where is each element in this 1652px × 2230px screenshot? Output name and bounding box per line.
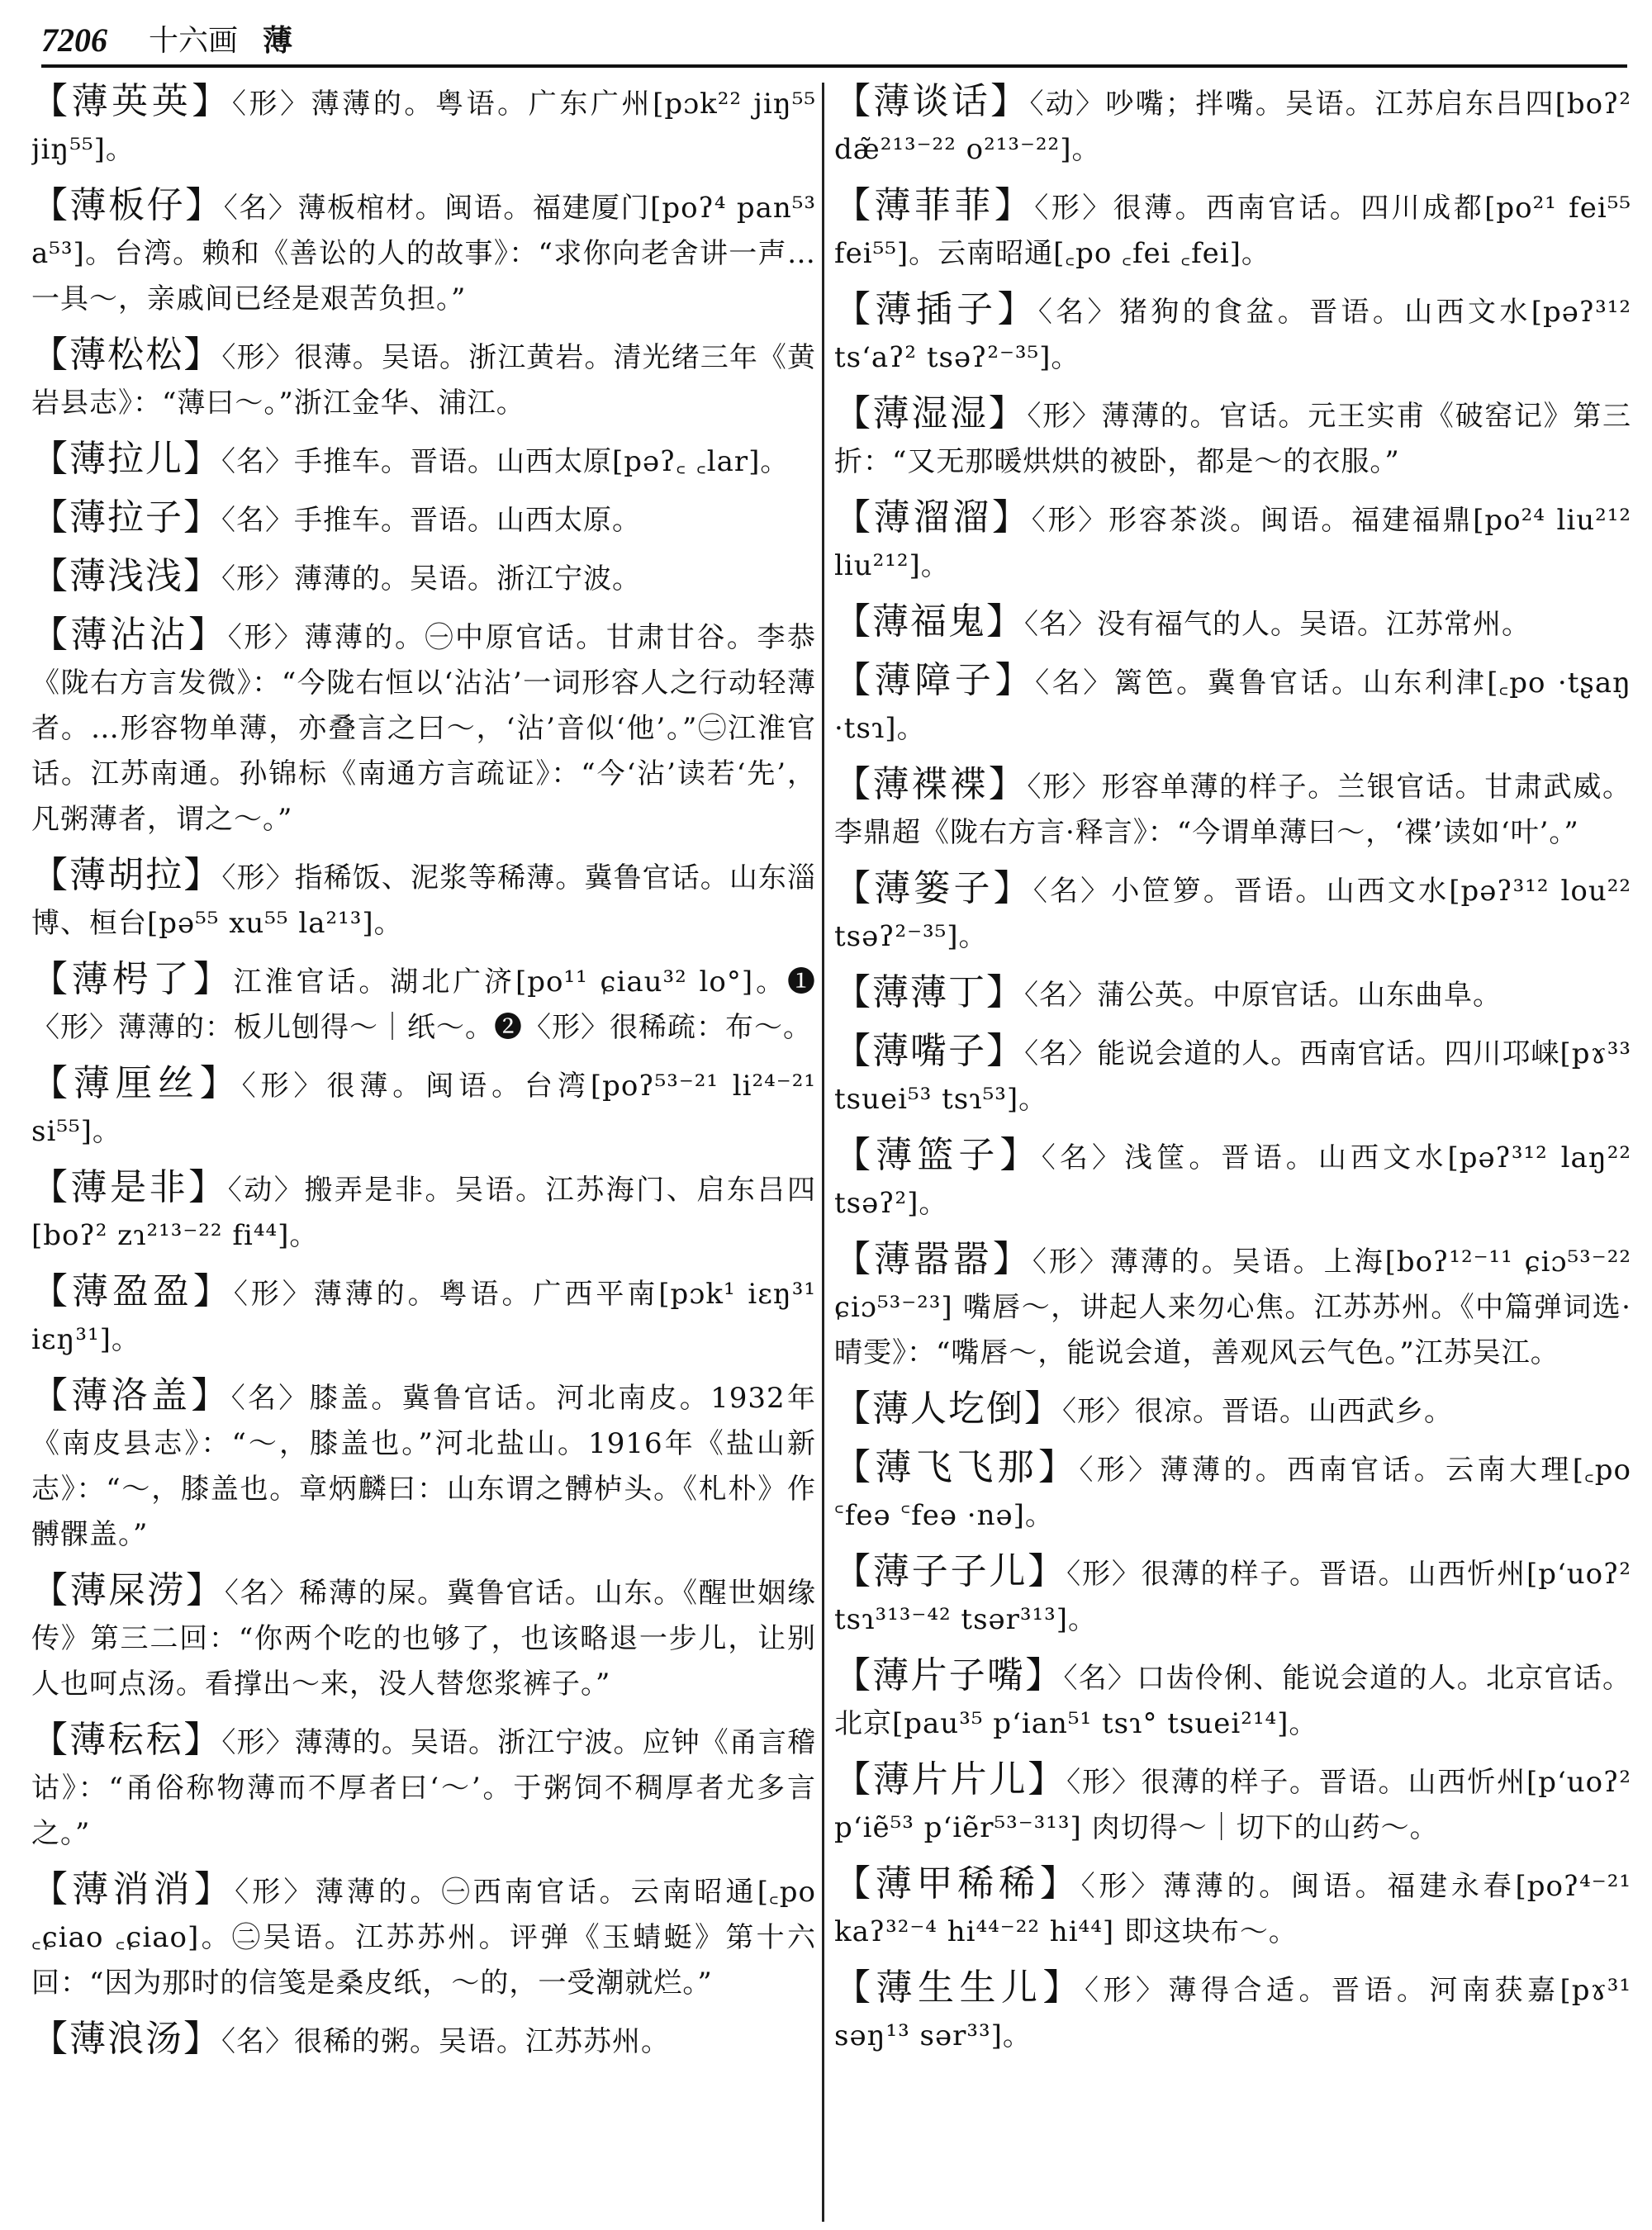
entry-headword: 【薄菲菲】 [834,184,1035,226]
entry-headword: 【薄片片儿】 [834,1758,1067,1801]
entry-headword: 【薄盈盈】 [31,1270,234,1312]
entry-headword: 【薄枵了】 [31,958,234,1000]
dictionary-entry [31,2016,816,2065]
dictionary-entry [31,495,816,543]
entry-definition: 〈名〉能说会道的人。西南官话。四川邛崃[pɤ³³ tsuei⁵³ tsɿ⁵³]。 [834,1037,1631,1116]
dictionary-entry [834,1236,1631,1376]
dictionary-entry [834,495,1631,589]
entry-definition: 〈形〉薄薄的。㊀中原官话。甘肃甘谷。李恭《陇右方言发微》：“今陇右恒以‘沾沾’一词形容人之行动轻薄者。…形容物单薄，亦叠言之曰～，‘沾’音似‘他’。”㊁江淮官话。江苏南通。孙锦标《南通方言疏证》：“今‘沾’读若‘先’，凡粥薄者，谓之～。” [31,621,816,836]
entry-headword: 【薄障子】 [834,659,1036,701]
entry-headword: 【薄嘴子】 [834,1030,1025,1072]
entry-headword: 【薄屎涝】 [31,1569,225,1611]
dictionary-entry [31,1867,816,2006]
entry-definition: 〈形〉薄薄的。西南官话。云南大理[꜀po ꜂feə ꜂feə ·nə]。 [834,1454,1631,1532]
left-column [31,78,816,2218]
entry-definition: 〈形〉薄薄的。㊀西南官话。云南昭通[꜀po ꜀ɕiao ꜀ɕiao]。㊁吴语。江苏苏州。评弹《玉蜻蜓》第十六回：“因为那时的信笺是桑皮纸，～的，一受潮就烂。” [31,1876,816,2000]
entry-definition: 〈名〉手推车。晋语。山西太原。 [221,504,641,537]
entry-definition: 〈形〉很薄的样子。晋语。山西忻州[pʻuoʔ² tsɿ³¹³⁻⁴² tsər³¹³]。 [834,1558,1631,1636]
entry-headword: 【薄篓子】 [834,867,1033,909]
entry-definition: 〈名〉膝盖。冀鲁官话。河北南皮。1932年《南皮县志》：“～，膝盖也。”河北盐山。1916年《盐山新志》：“～，膝盖也。章炳麟曰：山东谓之髆栌头。《札朴》作髆髁盖。” [31,1382,816,1551]
dictionary-entry [31,1373,816,1558]
dictionary-entry [834,183,1631,277]
dictionary-entry [31,183,816,322]
dictionary-entry [834,1653,1631,1747]
entry-headword: 【薄子子儿】 [834,1550,1067,1592]
entry-definition: 〈名〉猪狗的食盆。晋语。山西文水[pəʔ³¹² tsʻaʔ² tsəʔ²⁻³⁵]。 [834,296,1631,374]
dictionary-entry [31,956,816,1051]
entry-definition: 〈形〉很薄。闽语。台湾[poʔ⁵³⁻²¹ li²⁴⁻²¹ si⁵⁵]。 [31,1070,816,1148]
dictionary-entry [834,1549,1631,1643]
dictionary-entry [834,78,1631,173]
entry-headword: 【薄厘丝】 [31,1062,242,1104]
entry-headword: 【薄是非】 [31,1166,228,1208]
entry-headword: 【薄沾沾】 [31,614,228,656]
entry-headword: 【薄浅浅】 [31,555,221,597]
entry-headword: 【薄福鬼】 [834,600,1024,643]
entry-headword: 【薄嚣嚣】 [834,1238,1032,1280]
dictionary-entry [31,78,816,173]
entry-definition: 〈名〉口齿伶俐、能说会道的人。北京官话。北京[pau³⁵ pʻian⁵¹ tsɿ° tsuei²¹⁴]。 [834,1662,1631,1740]
entry-definition: 江淮官话。湖北广济[po¹¹ ɕiau³² lo°]。❶〈形〉薄薄的：板儿刨得～｜纸～。❷〈形〉很稀疏：布～。 [31,966,816,1044]
page-header [41,18,1627,68]
entry-definition: 〈形〉薄薄的。粤语。广东广州[pɔk²² jiŋ⁵⁵ jiŋ⁵⁵]。 [31,88,816,166]
dictionary-entry [834,1757,1631,1851]
entry-headword: 【薄人圪倒】 [834,1388,1062,1430]
entry-definition: 〈形〉薄得合适。晋语。河南获嘉[pɤ³¹ səŋ¹³ sər³³]。 [834,1974,1631,2052]
entry-headword: 【薄薄丁】 [834,971,1024,1013]
entry-headword: 【薄英英】 [31,80,232,122]
dictionary-entry [31,1060,816,1155]
entry-definition: 〈形〉薄薄的。粤语。广西平南[pɔk¹ iɛŋ³¹ iɛŋ³¹]。 [31,1278,816,1356]
page-number: 7206 [41,21,107,59]
entry-definition: 〈名〉浅筐。晋语。山西文水[pəʔ³¹² laŋ²² tsəʔ²]。 [834,1141,1631,1220]
entry-headword: 【薄谈话】 [834,80,1030,122]
dictionary-entry [31,612,816,842]
entry-definition: 〈名〉薄板棺材。闽语。福建厦门[poʔ⁴ pan⁵³ a⁵³]。台湾。赖和《善讼的人的故事》：“求你向老舍讲一声…一具～，亲戚间已经是艰苦负担。” [31,192,816,316]
dictionary-entry [31,332,816,426]
entry-headword: 【薄拉子】 [31,496,221,539]
entry-definition: 〈形〉很凉。晋语。山西武乡。 [1062,1395,1453,1428]
entry-definition: 〈形〉薄薄的。吴语。浙江宁波。应钟《甬言稽诂》：“甬俗称物薄而不厚者曰‘～’。于粥饲不稠厚者尤多言之。” [31,1726,816,1850]
dictionary-entry [834,1445,1631,1539]
entry-headword: 【薄松松】 [31,334,222,376]
entry-definition: 〈形〉薄薄的。闽语。福建永春[poʔ⁴⁻²¹ kaʔ³²⁻⁴ hi⁴⁴⁻²² hi⁴⁴] 即这块布～。 [834,1870,1631,1948]
dictionary-entry [834,657,1631,752]
entry-headword: 【薄褋褋】 [834,763,1028,805]
entry-definition: 〈动〉吵嘴；拌嘴。吴语。江苏启东吕四[boʔ² dæ̃²¹³⁻²² o²¹³⁻²²]。 [834,88,1631,166]
dictionary-entry [834,1861,1631,1955]
dictionary-entry [834,599,1631,648]
dictionary-entry [31,553,816,602]
entry-headword: 【薄溜溜】 [834,496,1032,539]
entry-definition: 〈形〉薄薄的。官话。元王实甫《破窑记》第三折：“又无那暖烘烘的被卧，都是～的衣服。” [834,400,1631,478]
entry-headword: 【薄秐秐】 [31,1719,222,1761]
entry-definition: 〈名〉没有福气的人。吴语。江苏常州。 [1024,608,1531,641]
entry-headword: 【薄片子嘴】 [834,1654,1064,1696]
entry-definition: 〈形〉指稀饭、泥浆等稀薄。冀鲁官话。山东淄博、桓台[pə⁵⁵ xu⁵⁵ la²¹³]。 [31,861,816,940]
header-character: 薄 [263,23,293,58]
entry-definition: 〈名〉篱笆。冀鲁官话。山东利津[꜀po ·tʂaŋ ·tsɿ]。 [834,667,1631,745]
entry-headword: 【薄消消】 [31,1868,235,1910]
dictionary-entry [31,1568,816,1707]
entry-definition: 〈形〉很薄。吴语。浙江黄岩。清光绪三年《黄岩县志》：“薄曰～。”浙江金华、浦江。 [31,341,816,420]
entry-headword: 【薄飞飞那】 [834,1446,1080,1488]
entry-definition: 〈形〉很薄。西南官话。四川成都[po²¹ fei⁵⁵ fei⁵⁵]。云南昭通[꜀po ꜀fei ꜀fei]。 [834,192,1631,270]
entry-headword: 【薄胡拉】 [31,854,222,896]
entry-headword: 【薄生生儿】 [834,1967,1085,2009]
entry-headword: 【薄湿湿】 [834,392,1028,434]
dictionary-entry [834,866,1631,960]
dictionary-entry [31,1165,816,1259]
entry-definition: 〈名〉很稀的粥。吴语。江苏苏州。 [221,2025,670,2058]
entry-definition: 〈形〉薄薄的。吴语。浙江宁波。 [221,562,641,595]
dictionary-entry [834,391,1631,485]
entry-definition: 〈名〉手推车。晋语。山西太原[pəʔ꜀ ꜀lar]。 [221,445,790,478]
entry-headword: 【薄洛盖】 [31,1374,231,1416]
entry-headword: 【薄浪汤】 [31,2018,221,2060]
entry-definition: 〈形〉形容单薄的样子。兰银官话。甘肃武威。李鼎超《陇右方言·释言》：“今谓单薄曰～，‘褋’读如‘叶’。” [834,771,1631,849]
entry-headword: 【薄板仔】 [31,184,224,226]
dictionary-entry [834,1386,1631,1435]
entry-definition: 〈名〉小笸箩。晋语。山西文水[pəʔ³¹² lou²² tsəʔ²⁻³⁵]。 [834,875,1631,953]
dictionary-entry [834,762,1631,856]
dictionary-entry [31,852,816,947]
entry-headword: 【薄插子】 [834,288,1038,330]
stroke-count-label: 十六画 [149,24,239,58]
dictionary-entry [834,1965,1631,2059]
entry-definition: 〈形〉很薄的样子。晋语。山西忻州[pʻuoʔ² pʻiẽ⁵³ pʻiẽr⁵³⁻³¹³] 肉切得～｜切下的山药～。 [834,1766,1631,1844]
entry-definition: 〈动〉搬弄是非。吴语。江苏海门、启东吕四[boʔ² zɿ²¹³⁻²² fi⁴⁴]。 [31,1174,816,1252]
dictionary-entry [834,1028,1631,1122]
dictionary-entry [834,287,1631,381]
right-column [834,78,1631,2218]
dictionary-entry [834,970,1631,1018]
dictionary-entry [834,1132,1631,1226]
entry-headword: 【薄拉儿】 [31,438,221,480]
entry-definition: 〈名〉稀薄的屎。冀鲁官话。山东。《醒世姻缘传》第三二回：“你两个吃的也够了，也该略退一步儿，让别人也呵点汤。看撑出～来，没人替您浆裤子。” [31,1577,816,1701]
column-divider [822,83,824,2222]
entry-definition: 〈形〉薄薄的。吴语。上海[boʔ¹²⁻¹¹ ɕiɔ⁵³⁻²² ɕiɔ⁵³⁻²³] 嘴唇～，讲起人来勿心焦。江苏苏州。《中篇弹词选·晴雯》：“嘴唇～，能说会道，善观风云气色。”江苏吴江。 [834,1245,1631,1369]
entry-definition: 〈名〉蒲公英。中原官话。山东曲阜。 [1024,979,1502,1012]
dictionary-entry [31,1269,816,1363]
entry-headword: 【薄篮子】 [834,1134,1042,1176]
dictionary-entry [31,1717,816,1857]
entry-definition: 〈形〉形容茶淡。闽语。福建福鼎[po²⁴ liu²¹² liu²¹²]。 [834,504,1631,582]
dictionary-entry [31,436,816,485]
entry-headword: 【薄甲稀稀】 [834,1862,1081,1905]
